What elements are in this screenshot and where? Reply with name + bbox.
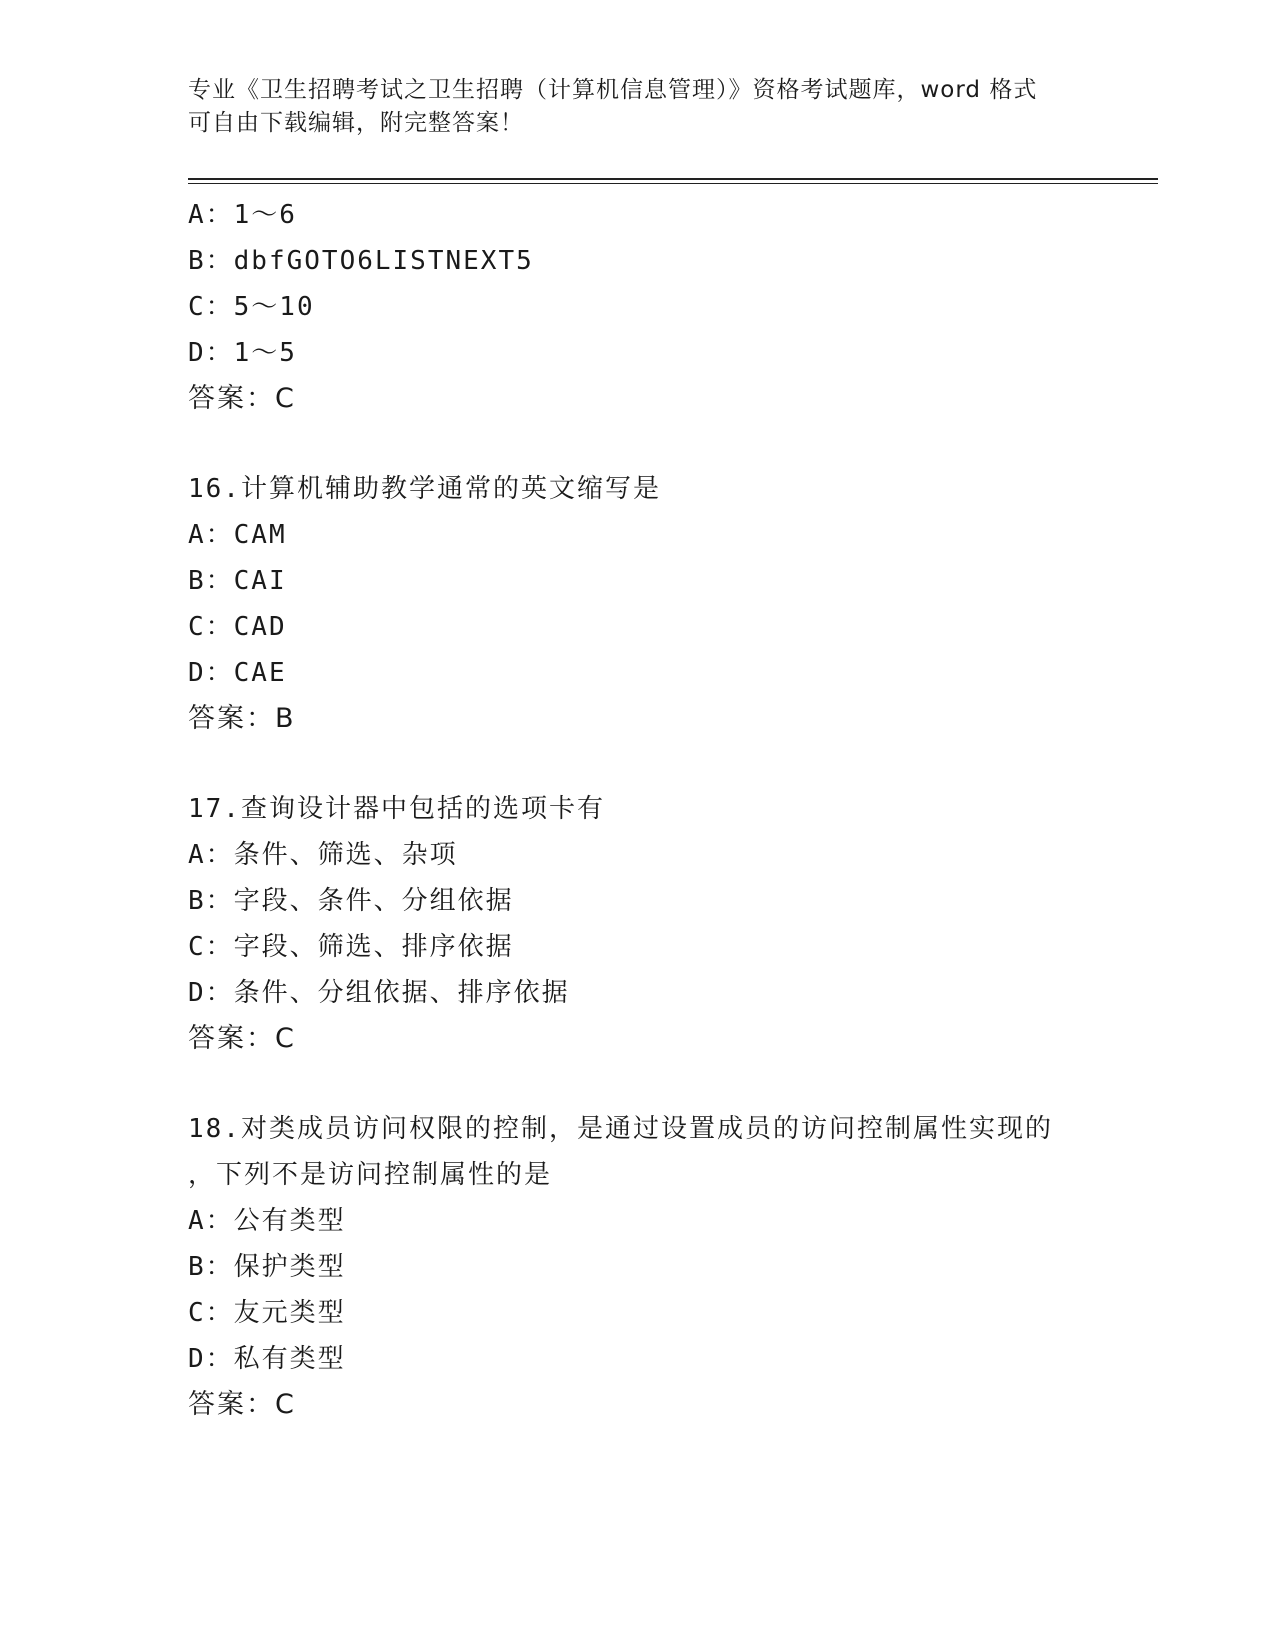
question-title-line-2: ，下列不是访问控制属性的是 xyxy=(188,1160,553,1190)
option-c: C：字段、筛选、排序依据 xyxy=(188,932,514,962)
option-a: A：CAM xyxy=(188,520,287,550)
answer: 答案：C xyxy=(188,383,296,414)
header-line-2: 可自由下载编辑，附完整答案！ xyxy=(188,110,524,136)
question-15 xyxy=(188,192,1148,422)
question-16 xyxy=(188,466,1148,742)
option-d: D：条件、分组依据、排序依据 xyxy=(188,978,570,1008)
question-title-line-1: 18.对类成员访问权限的控制，是通过设置成员的访问控制属性实现的 xyxy=(188,1114,1053,1144)
option-b: B：字段、条件、分组依据 xyxy=(188,886,514,916)
header-divider-thin xyxy=(188,183,1158,184)
document-header xyxy=(188,74,1088,140)
option-a: A：1～6 xyxy=(188,200,297,230)
question-title: 17.查询设计器中包括的选项卡有 xyxy=(188,794,605,824)
option-a: A：公有类型 xyxy=(188,1206,346,1236)
option-d: D：私有类型 xyxy=(188,1344,346,1374)
option-c: C：友元类型 xyxy=(188,1298,346,1328)
answer: 答案：C xyxy=(188,1023,296,1054)
option-b: B：dbfGOTO6LISTNEXT5 xyxy=(188,246,534,276)
option-a: A：条件、筛选、杂项 xyxy=(188,840,458,870)
header-divider-thick xyxy=(188,178,1158,180)
option-b: B：保护类型 xyxy=(188,1252,346,1282)
option-c: C：5～10 xyxy=(188,292,315,322)
answer: 答案：B xyxy=(188,703,296,734)
question-18 xyxy=(188,1106,1148,1428)
header-line-1: 专业《卫生招聘考试之卫生招聘（计算机信息管理）》资格考试题库，word 格式 xyxy=(188,77,1038,103)
option-b: B：CAI xyxy=(188,566,287,596)
answer: 答案：C xyxy=(188,1389,296,1420)
question-title: 16.计算机辅助教学通常的英文缩写是 xyxy=(188,474,661,504)
question-list xyxy=(188,192,1148,1428)
option-c: C：CAD xyxy=(188,612,287,642)
question-17 xyxy=(188,786,1148,1062)
option-d: D：CAE xyxy=(188,658,287,688)
option-d: D：1～5 xyxy=(188,338,297,368)
